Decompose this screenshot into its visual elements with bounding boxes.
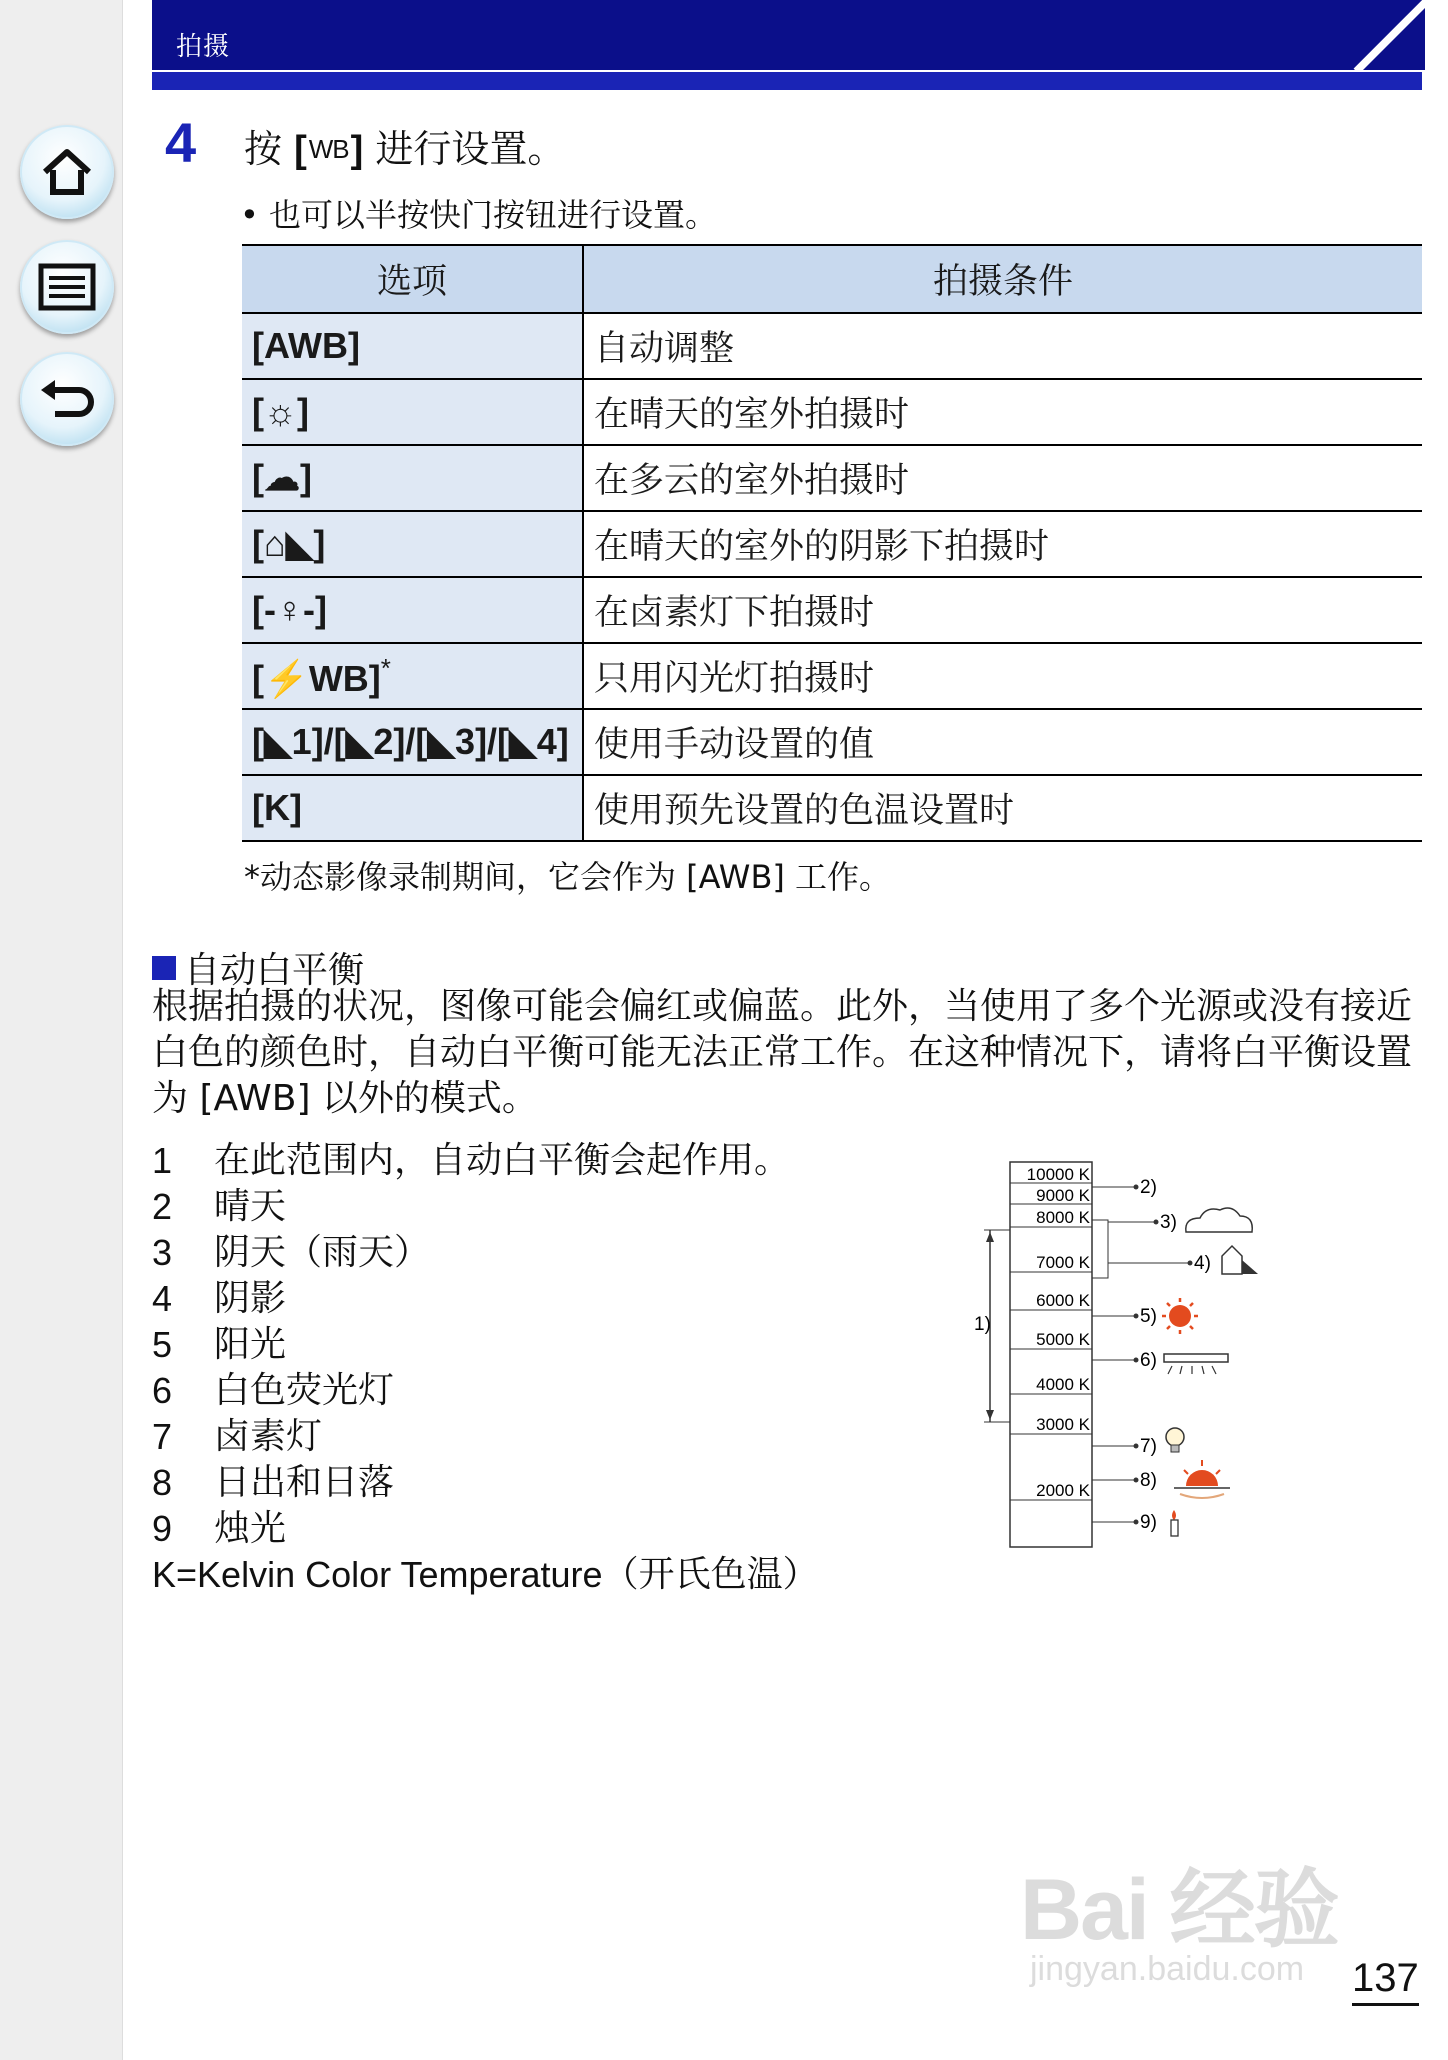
legend-text: 阴影 — [214, 1278, 287, 1319]
halogen-bulb-icon — [1166, 1428, 1184, 1452]
table-footnote: *动态影像录制期间，它会作为 [AWB] 工作。 — [244, 858, 892, 896]
bracket-close: ] — [350, 129, 364, 171]
color-temperature-diagram — [974, 1150, 1280, 1560]
diagram-label: 5) — [1140, 1306, 1157, 1327]
diagram-label: 9) — [1140, 1512, 1157, 1533]
wb-button-icon: WB — [308, 134, 349, 164]
baidu-watermark-url: jingyan.baidu.com — [1030, 1950, 1305, 1988]
step-title-suffix: 进行设置。 — [375, 127, 566, 171]
condition-cell: 使用手动设置的值 — [583, 709, 1422, 775]
table-row — [242, 445, 1422, 511]
legend-text: 日出和日落 — [214, 1462, 395, 1503]
menu-button[interactable] — [20, 240, 114, 334]
list-item — [152, 1138, 819, 1184]
return-icon — [37, 374, 97, 424]
legend-number: 5 — [152, 1324, 173, 1365]
white-balance-table — [242, 244, 1422, 842]
table-row — [242, 379, 1422, 445]
option-flash-label: [⚡WB] — [252, 657, 381, 699]
fluorescent-light-icon — [1164, 1354, 1228, 1374]
header-slant-decoration — [1355, 0, 1425, 70]
option-shade-icon: [⌂◣] — [242, 511, 583, 577]
scale-label: 10000 K — [1026, 1165, 1090, 1184]
legend-text: 白色荧光灯 — [214, 1370, 395, 1411]
sunset-icon — [1174, 1460, 1230, 1498]
header-condition: 拍摄条件 — [583, 245, 1422, 313]
condition-cell: 在晴天的室外的阴影下拍摄时 — [583, 511, 1422, 577]
list-item — [152, 1276, 819, 1322]
diagram-label: 2) — [1140, 1177, 1157, 1198]
list-item — [152, 1460, 819, 1506]
option-manual-icons: [◣1]/[◣2]/[◣3]/[◣4] — [242, 709, 583, 775]
legend-number: 2 — [152, 1186, 173, 1227]
awb-heading-text: 自动白平衡 — [184, 950, 365, 991]
condition-cell: 只用闪光灯拍摄时 — [583, 643, 1422, 709]
list-item — [152, 1184, 819, 1230]
section-title: 拍摄 — [176, 32, 231, 62]
header-option: 选项 — [242, 245, 583, 313]
legend-number: 6 — [152, 1370, 173, 1411]
scale-label: 4000 K — [1036, 1375, 1090, 1394]
diagram-label: 6) — [1140, 1350, 1157, 1371]
page-number: 137 — [1352, 1956, 1419, 2006]
legend-text: 卤素灯 — [214, 1416, 323, 1457]
scale-label: 5000 K — [1036, 1330, 1090, 1349]
bracket-open: [ — [294, 129, 307, 171]
scale-label: 3000 K — [1036, 1415, 1090, 1434]
awb-paragraph: 根据拍摄的状况，图像可能会偏红或偏蓝。此外，当使用了多个光源或没有接近白色的颜色时，自动白平衡可能无法正常工作。在这种情况下，请将白平衡设置为 [AWB] 以外的模式。 — [152, 986, 1413, 1119]
step-title — [244, 118, 565, 173]
range-label: 1) — [974, 1314, 991, 1335]
home-icon — [37, 142, 97, 202]
heading-square-icon — [152, 956, 176, 980]
condition-cell: 使用预先设置的色温设置时 — [583, 775, 1422, 841]
step-note: • 也可以半按快门按钮进行设置。 — [240, 196, 718, 234]
legend-number: 8 — [152, 1462, 173, 1503]
scale-label: 8000 K — [1036, 1208, 1090, 1227]
list-item — [152, 1414, 819, 1460]
condition-cell: 在卤素灯下拍摄时 — [583, 577, 1422, 643]
scale-label: 2000 K — [1036, 1481, 1090, 1500]
diagram-label: 8) — [1140, 1470, 1157, 1491]
table-row — [242, 643, 1422, 709]
list-item — [152, 1506, 819, 1552]
header-underline — [152, 72, 1422, 90]
baidu-watermark: Bai 经验 — [1020, 1862, 1338, 1958]
legend-text: 在此范围内，自动白平衡会起作用。 — [214, 1140, 791, 1181]
diagram-label: 7) — [1140, 1436, 1157, 1457]
table-row — [242, 709, 1422, 775]
diagram-legend — [152, 1138, 819, 1598]
diagram-label: 4) — [1194, 1253, 1211, 1274]
header-bar — [152, 0, 1422, 70]
legend-text: 阳光 — [214, 1324, 287, 1365]
legend-text: 烛光 — [214, 1508, 287, 1549]
list-icon — [37, 262, 97, 312]
option-kelvin-icon: [K] — [242, 775, 583, 841]
step-number: 4 — [165, 111, 197, 174]
condition-cell: 在多云的室外拍摄时 — [583, 445, 1422, 511]
table-row — [242, 511, 1422, 577]
scale-label: 9000 K — [1036, 1186, 1090, 1205]
table-header-row — [242, 245, 1422, 313]
kelvin-note-cn: （开氏色温） — [602, 1554, 819, 1595]
table-row — [242, 775, 1422, 841]
diagram-label: 3) — [1160, 1212, 1177, 1233]
candle-icon — [1171, 1510, 1178, 1536]
sun-icon — [1162, 1298, 1198, 1334]
list-item — [152, 1322, 819, 1368]
condition-cell: 自动调整 — [583, 313, 1422, 379]
option-cloudy-icon: [☁] — [242, 445, 583, 511]
legend-text: 阴天（雨天） — [214, 1232, 431, 1273]
kelvin-note — [152, 1552, 819, 1598]
home-button[interactable] — [20, 125, 114, 219]
option-daylight-icon: [☼] — [242, 379, 583, 445]
list-item — [152, 1368, 819, 1414]
option-halogen-icon: [-♀-] — [242, 577, 583, 643]
back-button[interactable] — [20, 352, 114, 446]
step-title-prefix: 按 — [244, 127, 283, 171]
asterisk-mark: * — [380, 652, 391, 683]
house-shade-icon — [1222, 1246, 1258, 1274]
option-awb: [AWB] — [242, 313, 583, 379]
kelvin-note-en: K=Kelvin Color Temperature — [152, 1554, 603, 1595]
table-row — [242, 577, 1422, 643]
scale-label: 6000 K — [1036, 1291, 1090, 1310]
cloud-icon — [1186, 1208, 1252, 1232]
option-flash-icon — [242, 643, 583, 709]
condition-cell: 在晴天的室外拍摄时 — [583, 379, 1422, 445]
scale-label: 7000 K — [1036, 1253, 1090, 1272]
list-item — [152, 1230, 819, 1276]
table-row — [242, 313, 1422, 379]
legend-number: 3 — [152, 1232, 173, 1273]
legend-number: 4 — [152, 1278, 173, 1319]
legend-number: 7 — [152, 1416, 173, 1457]
legend-number: 9 — [152, 1508, 173, 1549]
legend-text: 晴天 — [214, 1186, 287, 1227]
legend-number: 1 — [152, 1140, 173, 1181]
